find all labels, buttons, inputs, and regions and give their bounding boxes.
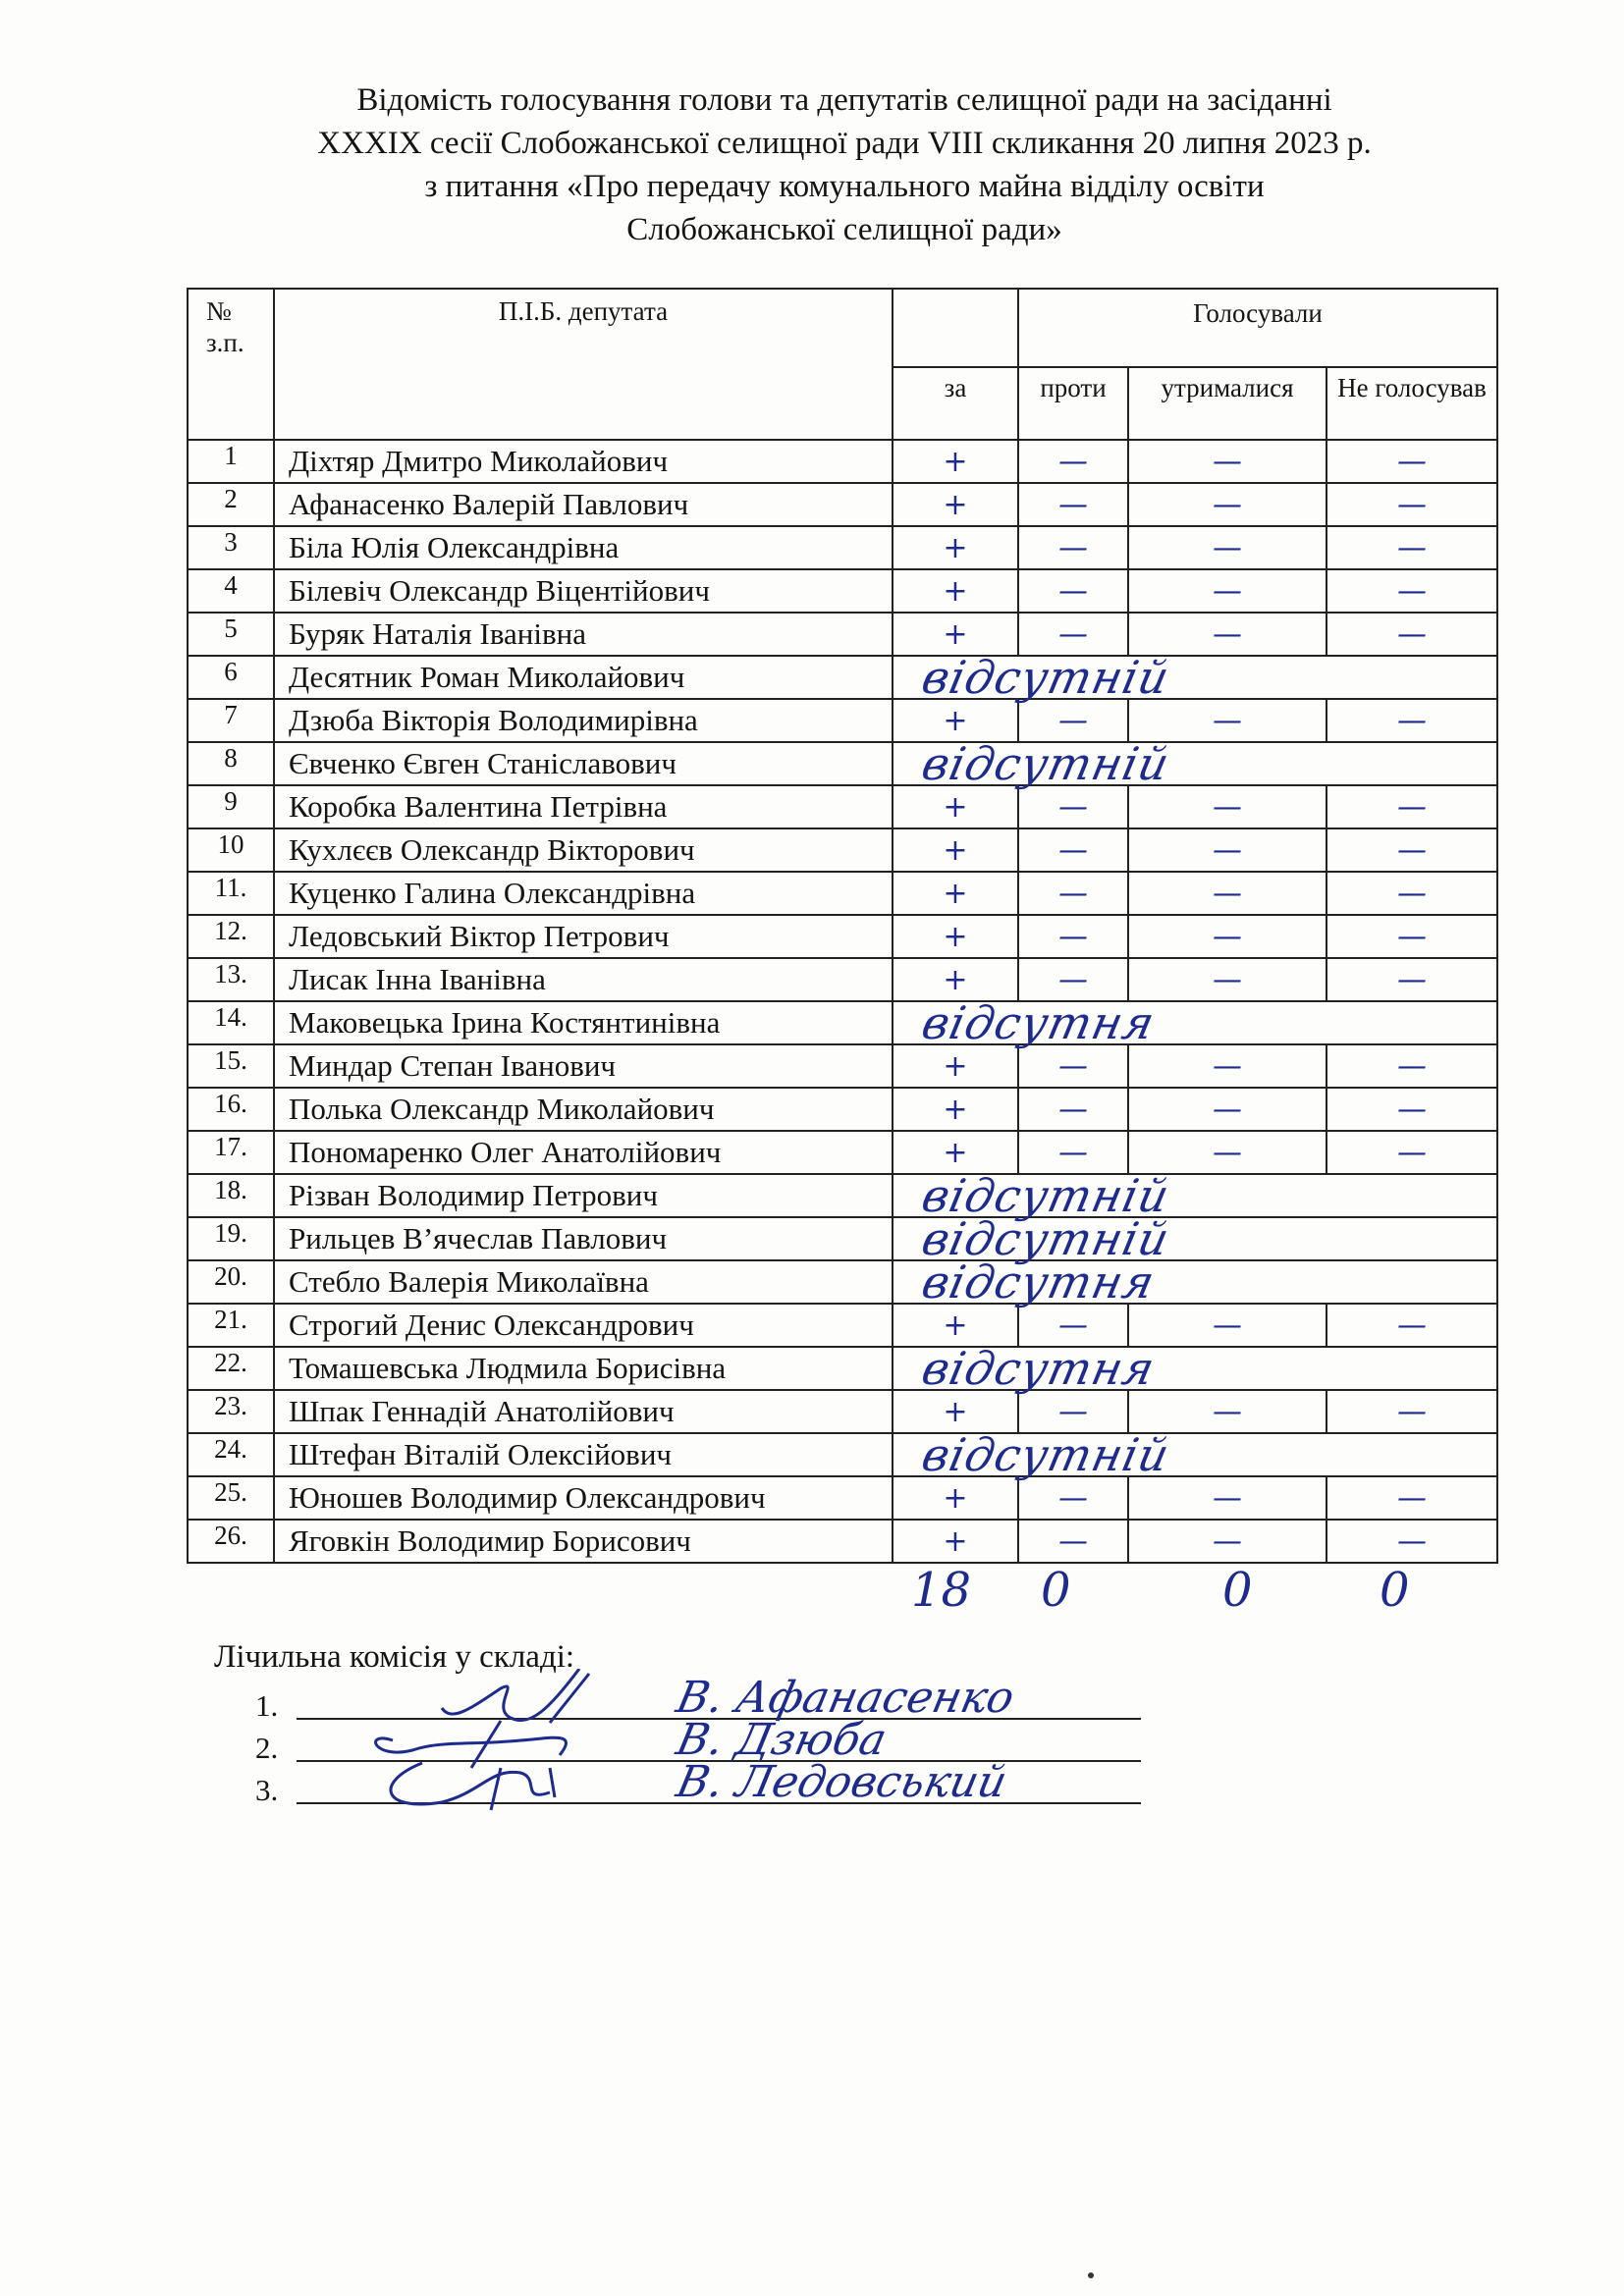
vote-for: + bbox=[893, 828, 1018, 872]
vote-against: — bbox=[1018, 1304, 1128, 1347]
absent-note-cell bbox=[893, 1255, 1497, 1308]
vote-for: + bbox=[893, 958, 1018, 1001]
vote-for: + bbox=[893, 1476, 1018, 1520]
vote-for: + bbox=[893, 915, 1018, 958]
vote-against: — bbox=[1018, 828, 1128, 872]
deputy-name: Маковецька Ірина Костянтинівна bbox=[274, 1001, 893, 1044]
vote-against: — bbox=[1018, 613, 1128, 656]
vote-abstained: — bbox=[1128, 526, 1326, 569]
row-number: 20. bbox=[188, 1260, 274, 1304]
totals-row bbox=[0, 1563, 1624, 1622]
vote-not-voted: — bbox=[1326, 1476, 1497, 1520]
vote-against: — bbox=[1018, 699, 1128, 742]
vote-for: + bbox=[893, 526, 1018, 569]
speck bbox=[1088, 2272, 1094, 2278]
absent-note: відсутній bbox=[917, 651, 1175, 704]
absent-note-cell bbox=[893, 1212, 1497, 1265]
vote-abstained: — bbox=[1128, 1520, 1326, 1563]
vote-against: — bbox=[1018, 915, 1128, 958]
deputy-name: Яговкін Володимир Борисович bbox=[274, 1520, 893, 1563]
table-row bbox=[188, 613, 1497, 656]
table-row bbox=[188, 1347, 1497, 1390]
table-row bbox=[188, 1260, 1497, 1304]
vote-not-voted: — bbox=[1326, 569, 1497, 613]
table-row bbox=[188, 1520, 1497, 1563]
row-number: 22. bbox=[188, 1347, 274, 1390]
row-number: 12. bbox=[188, 915, 274, 958]
total-against: 0 bbox=[1041, 1563, 1071, 1618]
deputy-name: Білевіч Олександр Віцентійович bbox=[274, 569, 893, 613]
row-number: 14. bbox=[188, 1001, 274, 1044]
row-number: 8 bbox=[188, 742, 274, 785]
deputy-name: Кухлєєв Олександр Вікторович bbox=[274, 828, 893, 872]
deputy-name: Полька Олександр Миколайович bbox=[274, 1088, 893, 1131]
total-not-voted: 0 bbox=[1380, 1563, 1410, 1618]
row-number: 2 bbox=[188, 483, 274, 526]
deputy-name: Біла Юлія Олександрівна bbox=[274, 526, 893, 569]
deputy-name: Пономаренко Олег Анатолійович bbox=[274, 1131, 893, 1174]
title-line-4: Слобожанської селищної ради» bbox=[626, 212, 1062, 247]
table-row bbox=[188, 1304, 1497, 1347]
table-row bbox=[188, 742, 1497, 785]
row-number: 11. bbox=[188, 872, 274, 915]
vote-against: — bbox=[1018, 785, 1128, 828]
vote-not-voted: — bbox=[1326, 483, 1497, 526]
row-number: 21. bbox=[188, 1304, 274, 1347]
absent-note: відсутній bbox=[917, 1169, 1175, 1222]
row-number: 4 bbox=[188, 569, 274, 613]
vote-for: + bbox=[893, 440, 1018, 483]
deputy-name: Штефан Віталій Олексійович bbox=[274, 1433, 893, 1476]
table-row bbox=[188, 1174, 1497, 1217]
header-abstained: утрималися bbox=[1128, 367, 1326, 440]
deputy-name: Лисак Інна Іванівна bbox=[274, 958, 893, 1001]
vote-against: — bbox=[1018, 483, 1128, 526]
deputy-name: Коробка Валентина Петрівна bbox=[274, 785, 893, 828]
vote-abstained: — bbox=[1128, 483, 1326, 526]
row-number: 23. bbox=[188, 1390, 274, 1433]
vote-abstained: — bbox=[1128, 1131, 1326, 1174]
deputy-name: Євченко Євген Станіславович bbox=[274, 742, 893, 785]
vote-not-voted: — bbox=[1326, 526, 1497, 569]
deputy-name: Шпак Геннадій Анатолійович bbox=[274, 1390, 893, 1433]
vote-for: + bbox=[893, 1520, 1018, 1563]
commission-member-3 bbox=[255, 1757, 1012, 1808]
member-name: В. Афанасенко bbox=[672, 1673, 1019, 1723]
vote-for: + bbox=[893, 872, 1018, 915]
vote-abstained: — bbox=[1128, 785, 1326, 828]
deputy-name: Стебло Валерія Миколаївна bbox=[274, 1260, 893, 1304]
vote-not-voted: — bbox=[1326, 1304, 1497, 1347]
deputy-name: Різван Володимир Петрович bbox=[274, 1174, 893, 1217]
header-against: проти bbox=[1018, 367, 1128, 440]
table-row bbox=[188, 872, 1497, 915]
vote-not-voted: — bbox=[1326, 1044, 1497, 1088]
table-row bbox=[188, 828, 1497, 872]
table-row bbox=[188, 699, 1497, 742]
vote-abstained: — bbox=[1128, 828, 1326, 872]
vote-not-voted: — bbox=[1326, 1088, 1497, 1131]
vote-abstained: — bbox=[1128, 1044, 1326, 1088]
vote-abstained: — bbox=[1128, 915, 1326, 958]
vote-against: — bbox=[1018, 569, 1128, 613]
vote-abstained: — bbox=[1128, 872, 1326, 915]
vote-against: — bbox=[1018, 1390, 1128, 1433]
vote-not-voted: — bbox=[1326, 1390, 1497, 1433]
vote-abstained: — bbox=[1128, 1476, 1326, 1520]
table-row bbox=[188, 483, 1497, 526]
absent-note-cell bbox=[893, 1342, 1497, 1395]
vote-against: — bbox=[1018, 1088, 1128, 1131]
deputy-name: Буряк Наталія Іванівна bbox=[274, 613, 893, 656]
table-row bbox=[188, 1131, 1497, 1174]
vote-against: — bbox=[1018, 1520, 1128, 1563]
absent-note-cell bbox=[893, 651, 1497, 704]
vote-abstained: — bbox=[1128, 1088, 1326, 1131]
vote-for: + bbox=[893, 569, 1018, 613]
vote-for: + bbox=[893, 1088, 1018, 1131]
title-line-3: з питання «Про передачу комунального майна відділу освіти bbox=[424, 169, 1265, 204]
deputy-name: Рильцев В’ячеслав Павлович bbox=[274, 1217, 893, 1260]
vote-not-voted: — bbox=[1326, 828, 1497, 872]
member-name: В. Дзюба bbox=[672, 1715, 892, 1765]
vote-for: + bbox=[893, 785, 1018, 828]
row-number: 16. bbox=[188, 1088, 274, 1131]
vote-not-voted: — bbox=[1326, 958, 1497, 1001]
vote-abstained: — bbox=[1128, 1304, 1326, 1347]
table-row bbox=[188, 1088, 1497, 1131]
absent-note-cell bbox=[893, 737, 1497, 790]
row-number: 17. bbox=[188, 1131, 274, 1174]
commission-member-2 bbox=[255, 1715, 892, 1766]
absent-note: відсутній bbox=[917, 1212, 1175, 1265]
deputy-name: Томашевська Людмила Борисівна bbox=[274, 1347, 893, 1390]
row-number: 13. bbox=[188, 958, 274, 1001]
deputy-name: Десятник Роман Миколайович bbox=[274, 656, 893, 699]
vote-abstained: — bbox=[1128, 440, 1326, 483]
member-number: 2. bbox=[255, 1731, 279, 1765]
vote-not-voted: — bbox=[1326, 872, 1497, 915]
table-row bbox=[188, 1217, 1497, 1260]
deputy-name: Миндар Степан Іванович bbox=[274, 1044, 893, 1088]
vote-for: + bbox=[893, 699, 1018, 742]
vote-not-voted: — bbox=[1326, 613, 1497, 656]
absent-note-cell bbox=[893, 996, 1497, 1049]
vote-against: — bbox=[1018, 1131, 1128, 1174]
title-line-1: Відомість голосування голови та депутатів селищної ради на засіданні bbox=[356, 82, 1332, 118]
absent-note: відсутня bbox=[917, 1342, 1161, 1395]
header-for: за bbox=[893, 367, 1018, 440]
vote-for: + bbox=[893, 613, 1018, 656]
vote-abstained: — bbox=[1128, 958, 1326, 1001]
table-row bbox=[188, 440, 1497, 483]
deputy-name: Ледовський Віктор Петрович bbox=[274, 915, 893, 958]
vote-for: + bbox=[893, 1390, 1018, 1433]
row-number: 5 bbox=[188, 613, 274, 656]
row-number: 3 bbox=[188, 526, 274, 569]
table-row bbox=[188, 1433, 1497, 1476]
row-number: 6 bbox=[188, 656, 274, 699]
row-number: 26. bbox=[188, 1520, 274, 1563]
total-for: 18 bbox=[911, 1563, 972, 1618]
row-number: 24. bbox=[188, 1433, 274, 1476]
vote-for: + bbox=[893, 1304, 1018, 1347]
absent-note: відсутня bbox=[917, 1255, 1161, 1308]
deputy-name: Афанасенко Валерій Павлович bbox=[274, 483, 893, 526]
table-row bbox=[188, 656, 1497, 699]
vote-for: + bbox=[893, 483, 1018, 526]
member-number: 1. bbox=[255, 1688, 279, 1723]
table-row bbox=[188, 1390, 1497, 1433]
commission-label: Лічильна комісія у складі: bbox=[214, 1639, 575, 1675]
absent-note-cell bbox=[893, 1169, 1497, 1222]
row-number: 1 bbox=[188, 440, 274, 483]
total-abstained: 0 bbox=[1222, 1563, 1253, 1618]
row-number: 7 bbox=[188, 699, 274, 742]
document-title bbox=[177, 79, 1512, 251]
absent-note: відсутня bbox=[917, 996, 1161, 1049]
vote-not-voted: — bbox=[1326, 1131, 1497, 1174]
deputy-name: Куценко Галина Олександрівна bbox=[274, 872, 893, 915]
vote-not-voted: — bbox=[1326, 699, 1497, 742]
vote-abstained: — bbox=[1128, 699, 1326, 742]
vote-against: — bbox=[1018, 440, 1128, 483]
row-number: 18. bbox=[188, 1174, 274, 1217]
vote-not-voted: — bbox=[1326, 785, 1497, 828]
voting-table bbox=[187, 288, 1498, 1564]
vote-against: — bbox=[1018, 526, 1128, 569]
row-number: 25. bbox=[188, 1476, 274, 1520]
vote-not-voted: — bbox=[1326, 440, 1497, 483]
header-voted: Голосували bbox=[1018, 289, 1497, 367]
deputy-name: Дзюба Вікторія Володимирівна bbox=[274, 699, 893, 742]
deputy-name: Діхтяр Дмитро Миколайович bbox=[274, 440, 893, 483]
table-row bbox=[188, 1476, 1497, 1520]
header-name: П.І.Б. депутата bbox=[274, 289, 893, 440]
deputy-name: Юношев Володимир Олександрович bbox=[274, 1476, 893, 1520]
table-row bbox=[188, 526, 1497, 569]
title-line-2: XXXIX сесії Слобожанської селищної ради VIII скликання 20 липня 2023 р. bbox=[317, 126, 1372, 161]
commission-member-1 bbox=[255, 1673, 1019, 1724]
vote-against: — bbox=[1018, 958, 1128, 1001]
vote-against: — bbox=[1018, 1476, 1128, 1520]
table-row bbox=[188, 958, 1497, 1001]
deputy-name: Строгий Денис Олександрович bbox=[274, 1304, 893, 1347]
member-number: 3. bbox=[255, 1773, 279, 1807]
vote-abstained: — bbox=[1128, 1390, 1326, 1433]
table-row bbox=[188, 1001, 1497, 1044]
table-row bbox=[188, 915, 1497, 958]
absent-note: відсутній bbox=[917, 1428, 1175, 1481]
table-row bbox=[188, 1044, 1497, 1088]
vote-against: — bbox=[1018, 872, 1128, 915]
table-row bbox=[188, 785, 1497, 828]
vote-not-voted: — bbox=[1326, 915, 1497, 958]
vote-abstained: — bbox=[1128, 613, 1326, 656]
header-empty bbox=[893, 289, 1018, 367]
vote-for: + bbox=[893, 1044, 1018, 1088]
row-number: 9 bbox=[188, 785, 274, 828]
absent-note-cell bbox=[893, 1428, 1497, 1481]
header-not-voted: Не голосував bbox=[1326, 367, 1497, 440]
vote-for: + bbox=[893, 1131, 1018, 1174]
row-number: 19. bbox=[188, 1217, 274, 1260]
signature-mark bbox=[353, 1753, 628, 1812]
vote-against: — bbox=[1018, 1044, 1128, 1088]
row-number: 15. bbox=[188, 1044, 274, 1088]
vote-abstained: — bbox=[1128, 569, 1326, 613]
absent-note: відсутній bbox=[917, 737, 1175, 790]
header-number: № з.п. bbox=[188, 289, 274, 440]
member-name: В. Ледовський bbox=[672, 1757, 1012, 1807]
row-number: 10 bbox=[188, 828, 274, 872]
vote-not-voted: — bbox=[1326, 1520, 1497, 1563]
table-row bbox=[188, 569, 1497, 613]
